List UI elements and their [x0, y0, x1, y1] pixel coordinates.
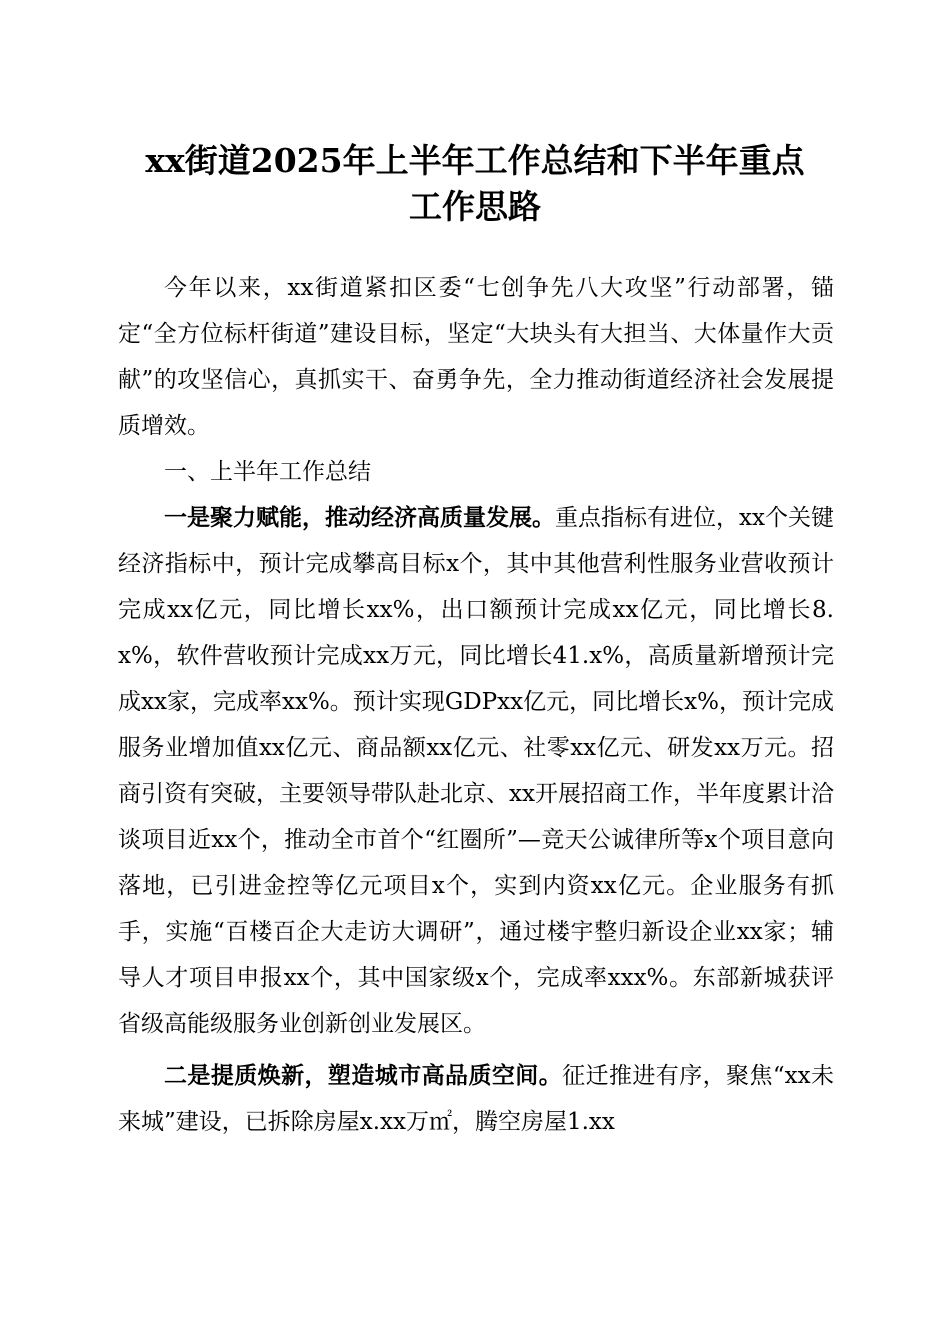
paragraph-urban-lead: 二是提质焕新，塑造城市高品质空间。	[164, 1062, 563, 1089]
paragraph-urban	[118, 1053, 834, 1145]
document-body	[118, 265, 834, 1145]
paragraph-economy	[118, 495, 834, 1047]
paragraph-urban-text: 征迁推进有序，聚焦“xx未来城”建设，已拆除房屋x.xx万㎡，腾空房屋1.xx	[118, 1063, 835, 1135]
paragraph-economy-text: 重点指标有进位，xx个关键经济指标中，预计完成攀高目标x个，其中其他营利性服务业营收预计完成xx亿元，同比增长xx%，出口额预计完成xx亿元，同比增长8.x%，软件营收预计完成xx万元，同比增长41.x%，高质量新增预计完成xx家，完成率xx%。预计实现GDPxx亿元，同比增长x%，预计完成服务业增加值xx亿元、商品额xx亿元、社零xx亿元、研发xx万元。招商引资有突破，主要领导带队赴北京、xx开展招商工作，半年度累计洽谈项目近xx个，推动全市首个“红圈所”—竞天公诚律所等x个项目意向落地，已引进金控等亿元项目x个，实到内资xx亿元。企业服务有抓手，实施“百楼百企大走访大调研”，通过楼宇整归新设企业xx家；辅导人才项目申报xx个，其中国家级x个，完成率xxx%。东部新城获评省级高能级服务业创新创业发展区。	[118, 505, 834, 1037]
document-title-line-1: xx街道2025年上半年工作总结和下半年重点	[145, 141, 805, 180]
section-heading: 一、上半年工作总结	[164, 459, 371, 485]
paragraph-economy-lead: 一是聚力赋能，推动经济高质量发展。	[164, 504, 556, 531]
intro-paragraph: 今年以来，xx街道紧扣区委“七创争先八大攻坚”行动部署，锚定“全方位标杆街道”建设目标，坚定“大块头有大担当、大体量作大贡献”的攻坚信心，真抓实干、奋勇争先，全力推动街道经济社会发展提质增效。	[118, 275, 834, 439]
document-title-line-2: 工作思路	[409, 187, 541, 226]
